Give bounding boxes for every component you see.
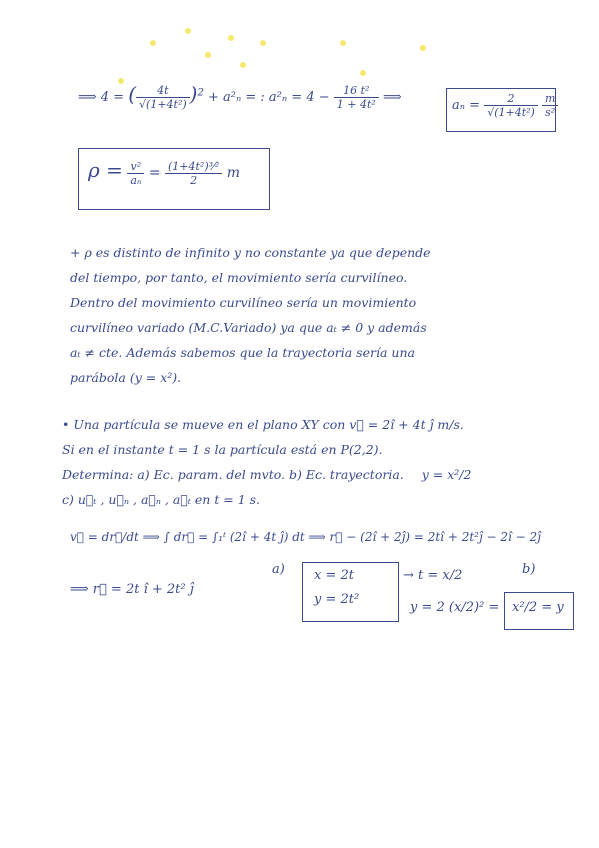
highlight-mark [340, 40, 346, 46]
label-a: a) [272, 562, 285, 577]
problem-statement [62, 412, 587, 512]
paragraph-line: Dentro del movimiento curvilíneo sería un movimiento [70, 295, 417, 310]
highlight-mark [360, 70, 366, 76]
side-note: y = x²/2 [421, 467, 472, 482]
an-result: aₙ = $\frac{2}{\text{√(1+4t²)}}$ $\frac{m}{\text{s²}}$ [452, 92, 558, 119]
problem-line: • Una partícula se mueve en el plano XY con v⃗ = 2î + 4t ĵ m/s. [62, 417, 464, 432]
velocity-integration: v⃗ = dr⃗/dt ⟹ ∫ dr⃗ = ∫₁ᵗ (2î + 4t ĵ) dt ⟹ r⃗ − (2î + 2ĵ) = 2tî + 2t²ĵ − 2î − 2ĵ [70, 530, 541, 544]
param-y: y = 2t² [314, 592, 360, 607]
paragraph-line: aₜ ≠ cte. Además sabemos que la trayectoria sería una [70, 345, 415, 360]
highlight-mark [150, 40, 156, 46]
problem-line: Determina: a) Ec. param. del mvto. b) Ec. trayectoria. y = x²/2 [62, 467, 472, 482]
highlight-mark [240, 62, 246, 68]
highlight-mark [420, 45, 426, 51]
paragraph-line: del tiempo, por tanto, el movimiento sería curvilíneo. [70, 270, 408, 285]
highlight-mark [205, 52, 211, 58]
equation-an: ⟹ 4 = ( $\frac{4t}{\text{√(1+4t²)}}$ )$^2$ + a²ₙ = : a²ₙ = 4 − $\frac{\text{16 t²}}{\text{1 + 4t²}}$ ⟹ [78, 82, 402, 111]
t-from-x: → t = x/2 [403, 568, 463, 583]
paragraph-line: + ρ es distinto de infinito y no constante ya que depende [70, 245, 431, 260]
problem-line: Si en el instante t = 1 s la partícula está en P(2,2). [62, 442, 383, 457]
highlight-mark [228, 35, 234, 41]
trajectory-derivation: y = 2 (x/2)² = [410, 600, 500, 615]
paragraph-line: parábola (y = x²). [70, 370, 182, 385]
rho-equation: ρ = $\frac{\text{v²}}{\text{aₙ}}$ = $\frac{\text{(1+4t²)³⁄²}}{2}$ m [88, 158, 241, 187]
label-b: b) [522, 562, 536, 577]
problem-line: c) u⃗ₜ , u⃗ₙ , a⃗ₙ , a⃗ₜ en t = 1 s. [62, 492, 261, 507]
param-x: x = 2t [314, 568, 354, 583]
paragraph-line: curvilíneo variado (M.C.Variado) ya que aₜ ≠ 0 y además [70, 320, 427, 335]
explanation-paragraph [70, 240, 570, 390]
position-vector: ⟹ r⃗ = 2t î + 2t² ĵ [70, 582, 194, 597]
highlight-mark [185, 28, 191, 34]
highlight-mark [260, 40, 266, 46]
trajectory-result: x²/2 = y [512, 600, 564, 615]
